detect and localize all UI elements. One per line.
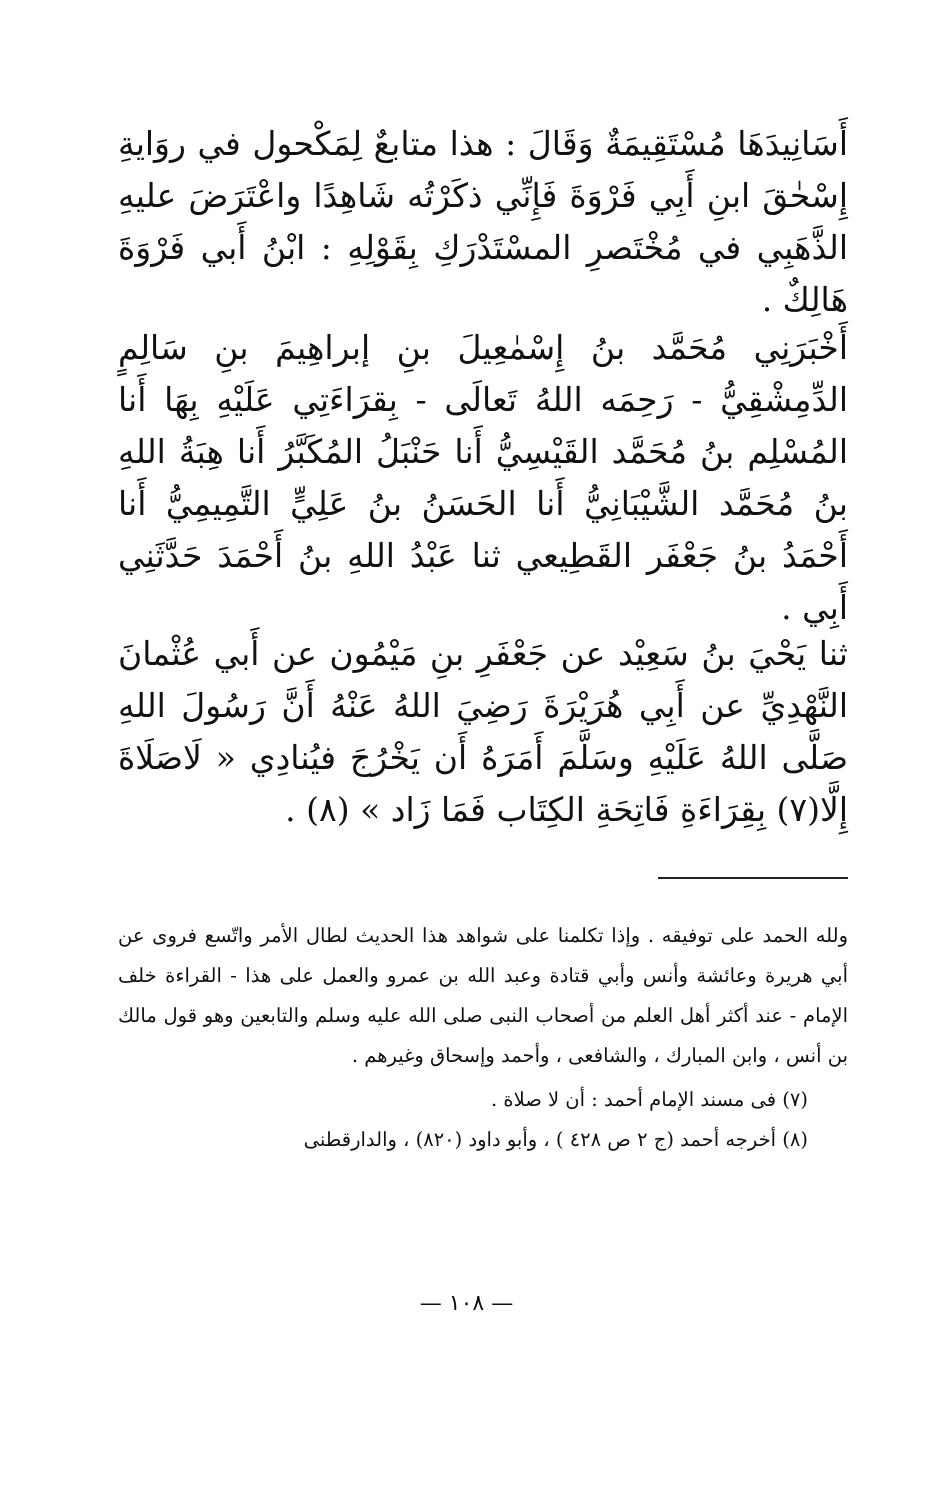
- footnotes-section: [118, 916, 848, 1160]
- footnote-continuation: ولله الحمد على توفيقه . وإذا تكلمنا على شواهد هذا الحديث لطال الأمر واتّسع فروى عن أبي هريرة وعائشة وأنس وأبي قتادة وعبد الله بن عمرو والعمل على هذا - القراءة خلف الإمام - عند أكثر أهل العلم من أصحاب النبى صلى الله عليه وسلم والتابعين وهو قول مالك بن أنس ، وابن المبارك ، والشافعى ، وأحمد وإسحاق وغيرهم .: [118, 924, 848, 1067]
- main-text-block-3: [118, 628, 848, 836]
- footnote-separator: [658, 877, 848, 879]
- page-number: — ١٠٨ —: [419, 1291, 514, 1316]
- main-text-block-1: [118, 118, 848, 326]
- footnote-8: (٨) أخرجه أحمد (ج ٢ ص ٤٢٨ ) ، وأبو داود (٨٢٠) ، والدارقطنى: [303, 1128, 808, 1151]
- footnote-7: (٧) فى مسند الإمام أحمد : أن لا صلاة .: [490, 1088, 808, 1111]
- paragraph-1: أَسَانِيدَهَا مُسْتَقِيمَةٌ وَقَالَ : هذا متابعٌ لِمَكْحول في روَايةِ إِسْحٰقَ ابنِ أَبِي فَرْوَةَ فَإِنِّي ذكَرْتُه شَاهِدًا واعْتَرَضَ عليهِ الذَّهَبِي في مُخْتَصرِ المسْتَدْرَكِ بِقَوْلِهِ : ابْنُ أَبي فَرْوَةَ هَالِكٌ .: [118, 124, 848, 319]
- paragraph-2: أَخْبَرَنِي مُحَمَّد بنُ إِسْمٰعِيلَ بنِ إبراهِيمَ بنِ سَالِمٍ الدِّمِشْقِيُّ - رَحِمَه اللهُ تَعالَى - بِقرَاءَتِي عَلَيْهِ بِهَا أَنا المُسْلِم بنُ مُحَمَّد القَيْسِيُّ أَنا حَنْبَلُ المُكَبَّرُ أَنا هِبَةُ اللهِ بنُ مُحَمَّد الشَّيْبَانِيُّ أَنا الحَسَنُ بنُ عَلِيٍّ التَّمِيمِيُّ أَنا أَحْمَدُ بنُ جَعْفَر القَطِيعي ثنا عَبْدُ اللهِ بنُ أَحْمَدَ حَدَّثَنِي أَبِي .: [118, 328, 848, 627]
- paragraph-3: ثنا يَحْيَ بنُ سَعِيْد عن جَعْفَرِ بنِ مَيْمُون عن أَبي عُثْمانَ النَّهْدِيِّ عن أَبِي هُرَيْرَةَ رَضِيَ اللهُ عَنْهُ أَنَّ رَسُولَ اللهِ صَلَّى اللهُ عَلَيْهِ وسَلَّمَ أَمَرَهُ أَن يَخْرُجَ فيُنادِي « لَاصَلَاةَ إِلَّا(٧) بِقِرَاءَةِ فَاتِحَةِ الكِتَاب فَمَا زَاد » (٨) .: [118, 634, 848, 829]
- main-text-block-2: [118, 322, 848, 634]
